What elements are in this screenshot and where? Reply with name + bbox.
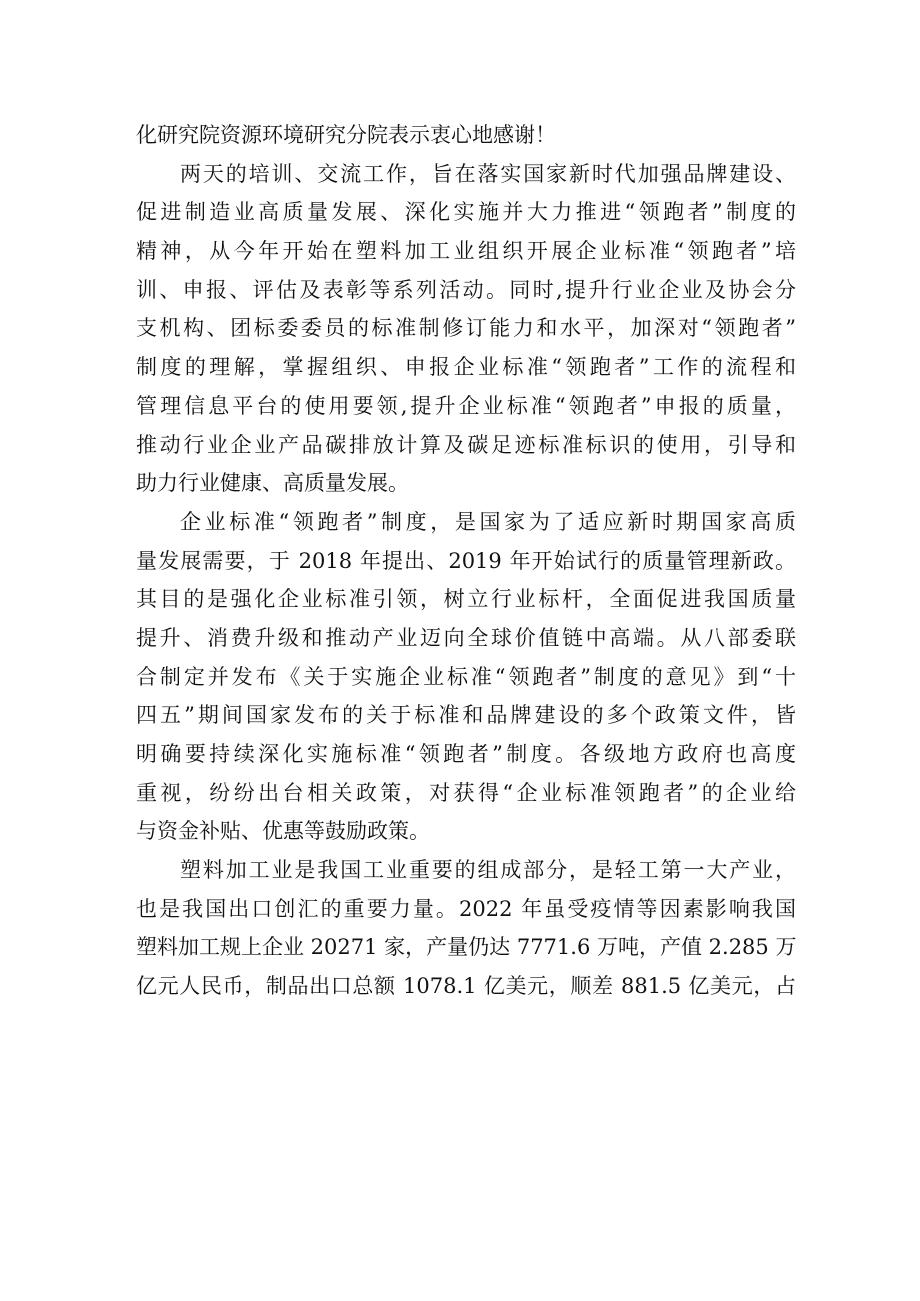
text-line: 管理信息平台的使用要领,提升企业标准“领跑者”申报的质量， [136, 393, 796, 418]
text-line: 四五”期间国家发布的关于标准和品牌建设的多个政策文件，皆 [136, 703, 796, 728]
text-line: 与资金补贴、优惠等鼓励政策。 [136, 819, 430, 844]
text-line: 提升、消费升级和推动产业迈向全球价值链中高端。从八部委联 [136, 625, 796, 650]
text-line: 合制定并发布《关于实施企业标准“领跑者”制度的意见》到“十 [136, 664, 796, 689]
text-line: 也是我国出口创汇的重要力量。2022 年虽受疫情等因素影响我国 [136, 896, 796, 921]
paragraph-first-line: 两天的培训、交流工作，旨在落实国家新时代加强品牌建设、 [180, 161, 796, 186]
text-line: 塑料加工规上企业 20271 家，产量仍达 7771.6 万吨，产值 2.285 万 [136, 935, 797, 960]
text-line: 量发展需要，于 2018 年提出、2019 年开始试行的质量管理新政。 [136, 548, 796, 573]
paragraph-first-line: 企业标准“领跑者”制度，是国家为了适应新时期国家高质 [180, 509, 796, 534]
document-body [136, 116, 796, 1006]
text-line: 推动行业企业产品碳排放计算及碳足迹标准标识的使用，引导和 [136, 432, 796, 457]
text-line: 促进制造业高质量发展、深化实施并大力推进“领跑者”制度的 [136, 200, 796, 225]
text-line: 其目的是强化企业标准引领，树立行业标杆，全面促进我国质量 [136, 587, 796, 612]
text-line: 训、申报、评估及表彰等系列活动。同时,提升行业企业及协会分 [136, 277, 796, 302]
text-line: 亿元人民币，制品出口总额 1078.1 亿美元，顺差 881.5 亿美元，占 [136, 974, 796, 999]
text-line: 化研究院资源环境研究分院表示衷心地感谢！ [136, 123, 556, 147]
text-line: 精神，从今年开始在塑料加工业组织开展企业标准“领跑者”培 [136, 239, 796, 264]
text-line: 重视，纷纷出台相关政策，对获得“企业标准领跑者”的企业给 [136, 780, 796, 805]
text-line: 支机构、团标委委员的标准制修订能力和水平，加深对“领跑者” [136, 316, 796, 341]
paragraph-first-line: 塑料加工业是我国工业重要的组成部分，是轻工第一大产业， [180, 858, 796, 883]
text-line: 明确要持续深化实施标准“领跑者”制度。各级地方政府也高度 [136, 742, 796, 766]
text-line: 助力行业健康、高质量发展。 [136, 471, 409, 496]
text-line: 制度的理解，掌握组织、申报企业标准“领跑者”工作的流程和 [136, 355, 796, 380]
